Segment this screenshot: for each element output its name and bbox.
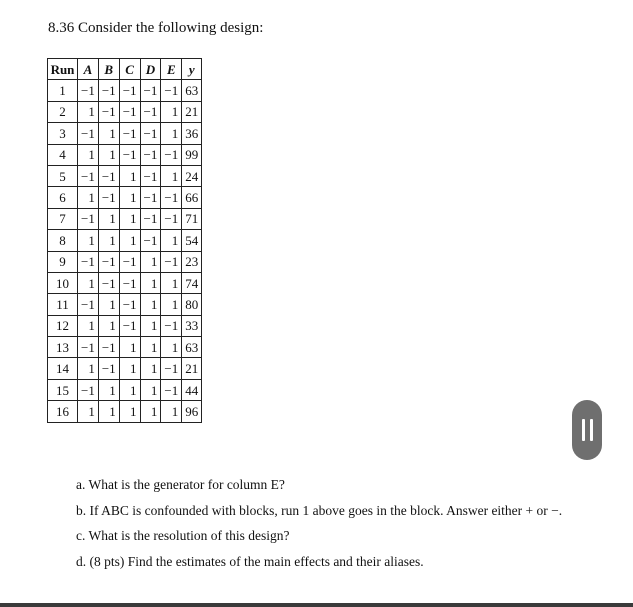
cell-b: 1 bbox=[98, 401, 119, 422]
cell-y: 96 bbox=[182, 401, 202, 422]
cell-run: 9 bbox=[48, 251, 78, 272]
cell-run: 4 bbox=[48, 144, 78, 165]
cell-c: 1 bbox=[119, 230, 140, 251]
header-y: y bbox=[182, 59, 202, 80]
cell-run: 6 bbox=[48, 187, 78, 208]
table-row bbox=[48, 294, 202, 315]
cell-c: 1 bbox=[119, 187, 140, 208]
cell-d: −1 bbox=[140, 144, 161, 165]
cell-e: −1 bbox=[161, 187, 182, 208]
cell-a: 1 bbox=[78, 401, 99, 422]
cell-d: 1 bbox=[140, 315, 161, 336]
header-b: B bbox=[98, 59, 119, 80]
cell-y: 71 bbox=[182, 208, 202, 229]
cell-c: 1 bbox=[119, 379, 140, 400]
cell-a: 1 bbox=[78, 144, 99, 165]
cell-run: 11 bbox=[48, 294, 78, 315]
cell-e: 1 bbox=[161, 230, 182, 251]
cell-b: −1 bbox=[98, 80, 119, 101]
cell-c: 1 bbox=[119, 358, 140, 379]
table-row bbox=[48, 123, 202, 144]
cell-run: 16 bbox=[48, 401, 78, 422]
cell-e: −1 bbox=[161, 144, 182, 165]
cell-a: −1 bbox=[78, 208, 99, 229]
cell-e: 1 bbox=[161, 123, 182, 144]
cell-d: 1 bbox=[140, 337, 161, 358]
cell-b: 1 bbox=[98, 123, 119, 144]
cell-a: −1 bbox=[78, 123, 99, 144]
cell-b: −1 bbox=[98, 272, 119, 293]
table-row bbox=[48, 144, 202, 165]
cell-y: 80 bbox=[182, 294, 202, 315]
cell-a: 1 bbox=[78, 101, 99, 122]
cell-d: −1 bbox=[140, 230, 161, 251]
cell-a: 1 bbox=[78, 187, 99, 208]
cell-d: −1 bbox=[140, 208, 161, 229]
table-row bbox=[48, 187, 202, 208]
cell-c: −1 bbox=[119, 294, 140, 315]
header-e: E bbox=[161, 59, 182, 80]
cell-y: 33 bbox=[182, 315, 202, 336]
cell-d: −1 bbox=[140, 101, 161, 122]
cell-a: 1 bbox=[78, 315, 99, 336]
cell-y: 21 bbox=[182, 101, 202, 122]
table-row bbox=[48, 80, 202, 101]
cell-d: −1 bbox=[140, 80, 161, 101]
cell-b: 1 bbox=[98, 230, 119, 251]
cell-d: −1 bbox=[140, 165, 161, 186]
cell-e: −1 bbox=[161, 208, 182, 229]
header-run: Run bbox=[48, 59, 78, 80]
cell-y: 66 bbox=[182, 187, 202, 208]
question-list bbox=[76, 472, 562, 574]
cell-e: 1 bbox=[161, 401, 182, 422]
cell-a: −1 bbox=[78, 251, 99, 272]
handle-bar-right bbox=[590, 419, 593, 441]
cell-run: 2 bbox=[48, 101, 78, 122]
cell-run: 14 bbox=[48, 358, 78, 379]
cell-run: 10 bbox=[48, 272, 78, 293]
cell-run: 1 bbox=[48, 80, 78, 101]
cell-y: 63 bbox=[182, 337, 202, 358]
cell-a: −1 bbox=[78, 80, 99, 101]
cell-e: 1 bbox=[161, 272, 182, 293]
cell-run: 12 bbox=[48, 315, 78, 336]
cell-a: −1 bbox=[78, 379, 99, 400]
cell-e: 1 bbox=[161, 101, 182, 122]
table-row bbox=[48, 230, 202, 251]
problem-title: 8.36 Consider the following design: bbox=[48, 20, 264, 36]
cell-run: 3 bbox=[48, 123, 78, 144]
cell-b: −1 bbox=[98, 251, 119, 272]
cell-e: 1 bbox=[161, 294, 182, 315]
cell-d: 1 bbox=[140, 294, 161, 315]
cell-b: 1 bbox=[98, 315, 119, 336]
table-row bbox=[48, 165, 202, 186]
cell-e: −1 bbox=[161, 358, 182, 379]
cell-c: 1 bbox=[119, 337, 140, 358]
cell-a: −1 bbox=[78, 165, 99, 186]
cell-b: −1 bbox=[98, 187, 119, 208]
cell-c: −1 bbox=[119, 144, 140, 165]
cell-run: 5 bbox=[48, 165, 78, 186]
cell-b: 1 bbox=[98, 294, 119, 315]
header-a: A bbox=[78, 59, 99, 80]
cell-y: 54 bbox=[182, 230, 202, 251]
handle-bar-left bbox=[582, 419, 585, 441]
table-row bbox=[48, 379, 202, 400]
cell-run: 8 bbox=[48, 230, 78, 251]
cell-a: 1 bbox=[78, 358, 99, 379]
table-row bbox=[48, 337, 202, 358]
cell-c: −1 bbox=[119, 272, 140, 293]
cell-d: −1 bbox=[140, 187, 161, 208]
cell-c: −1 bbox=[119, 80, 140, 101]
header-c: C bbox=[119, 59, 140, 80]
table-row bbox=[48, 401, 202, 422]
cell-c: 1 bbox=[119, 208, 140, 229]
cell-d: 1 bbox=[140, 358, 161, 379]
cell-c: −1 bbox=[119, 101, 140, 122]
cell-run: 15 bbox=[48, 379, 78, 400]
question-d: d. (8 pts) Find the estimates of the main effects and their aliases. bbox=[76, 553, 424, 569]
cell-b: 1 bbox=[98, 208, 119, 229]
cell-c: 1 bbox=[119, 401, 140, 422]
cell-y: 36 bbox=[182, 123, 202, 144]
cell-e: 1 bbox=[161, 165, 182, 186]
cell-b: 1 bbox=[98, 379, 119, 400]
cell-y: 44 bbox=[182, 379, 202, 400]
cell-b: −1 bbox=[98, 165, 119, 186]
cell-c: 1 bbox=[119, 165, 140, 186]
cell-y: 24 bbox=[182, 165, 202, 186]
cell-c: −1 bbox=[119, 123, 140, 144]
cell-a: 1 bbox=[78, 230, 99, 251]
cell-y: 21 bbox=[182, 358, 202, 379]
table-header-row bbox=[48, 59, 202, 80]
question-b: b. If ABC is confounded with blocks, run 1 above goes in the block. Answer either + or −. bbox=[76, 502, 563, 518]
cell-e: −1 bbox=[161, 315, 182, 336]
table-row bbox=[48, 101, 202, 122]
cell-a: −1 bbox=[78, 337, 99, 358]
cell-d: 1 bbox=[140, 272, 161, 293]
cell-y: 63 bbox=[182, 80, 202, 101]
table-row bbox=[48, 315, 202, 336]
cell-c: −1 bbox=[119, 251, 140, 272]
design-table bbox=[47, 58, 202, 423]
cell-a: 1 bbox=[78, 272, 99, 293]
cell-run: 13 bbox=[48, 337, 78, 358]
cell-d: −1 bbox=[140, 123, 161, 144]
cell-d: 1 bbox=[140, 251, 161, 272]
bottom-bar bbox=[0, 603, 633, 607]
cell-c: −1 bbox=[119, 315, 140, 336]
question-c: c. What is the resolution of this design? bbox=[76, 528, 290, 543]
cell-a: −1 bbox=[78, 294, 99, 315]
table-row bbox=[48, 272, 202, 293]
cell-d: 1 bbox=[140, 401, 161, 422]
cell-e: −1 bbox=[161, 251, 182, 272]
cell-e: 1 bbox=[161, 337, 182, 358]
cell-b: −1 bbox=[98, 337, 119, 358]
cell-y: 99 bbox=[182, 144, 202, 165]
table-row bbox=[48, 358, 202, 379]
question-a: a. What is the generator for column E? bbox=[76, 477, 285, 492]
cell-y: 74 bbox=[182, 272, 202, 293]
cell-e: −1 bbox=[161, 80, 182, 101]
cell-b: −1 bbox=[98, 358, 119, 379]
cell-b: −1 bbox=[98, 101, 119, 122]
header-d: D bbox=[140, 59, 161, 80]
cell-y: 23 bbox=[182, 251, 202, 272]
cell-b: 1 bbox=[98, 144, 119, 165]
cell-e: −1 bbox=[161, 379, 182, 400]
table-row bbox=[48, 251, 202, 272]
pause-handle-icon[interactable] bbox=[572, 400, 602, 460]
cell-run: 7 bbox=[48, 208, 78, 229]
cell-d: 1 bbox=[140, 379, 161, 400]
table-row bbox=[48, 208, 202, 229]
table-body bbox=[48, 80, 202, 422]
